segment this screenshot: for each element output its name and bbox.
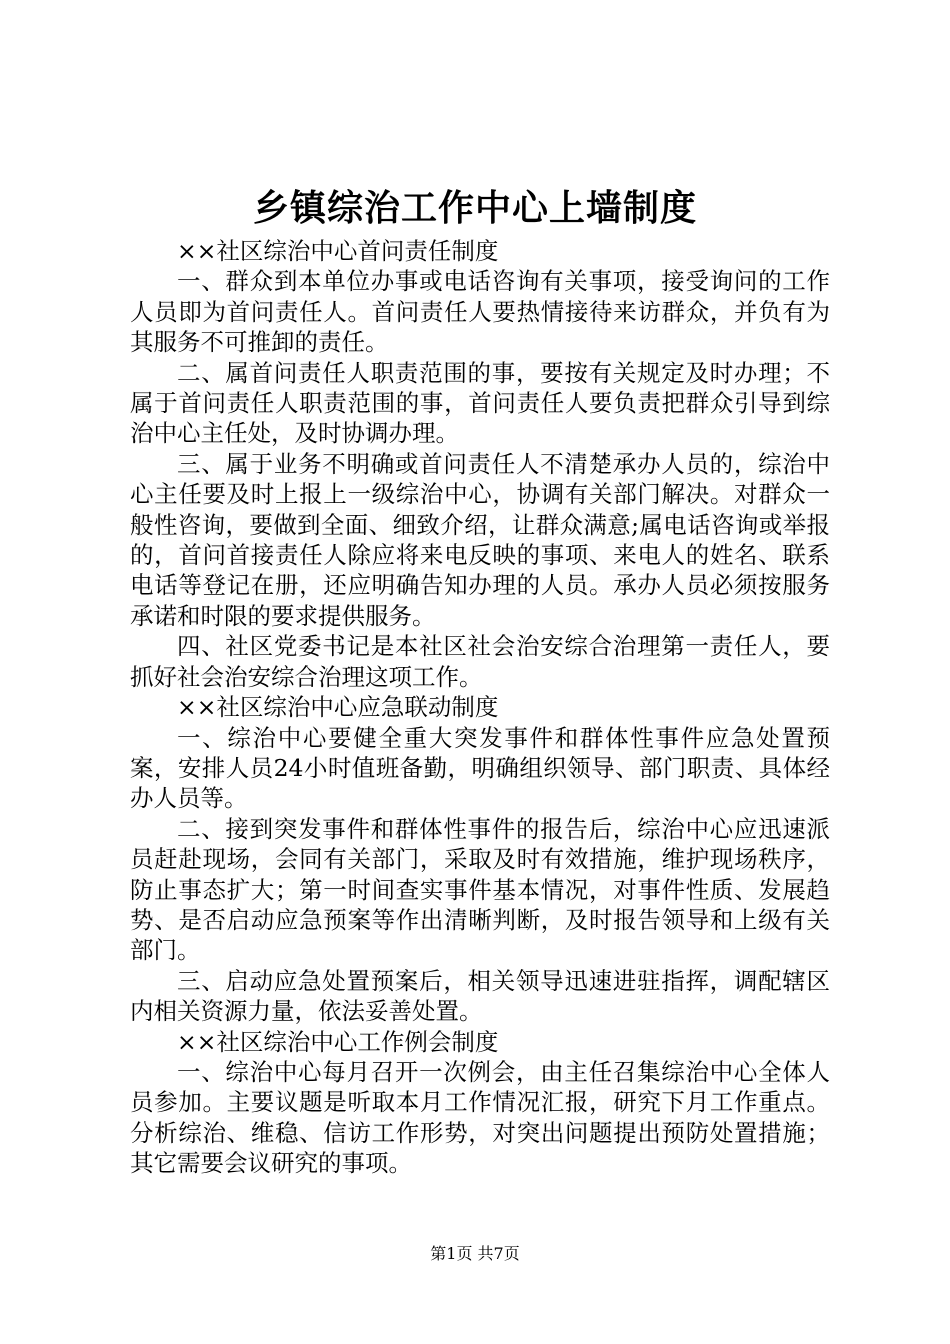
paragraph: 二、接到突发事件和群体性事件的报告后，综治中心应迅速派员赶赴现场，会同有关部门，采取及时有效措施，维护现场秩序，防止事态扩大；第一时间查实事件基本情况，对事件性质、发展趋势、是否启动应急预案等作出清晰判断，及时报告领导和上级有关部门。	[130, 814, 830, 965]
paragraph: 二、属首问责任人职责范围的事，要按有关规定及时办理；不属于首问责任人职责范围的事，首问责任人要负责把群众引导到综治中心主任处，及时协调办理。	[130, 358, 830, 448]
section-heading: ××社区综治中心应急联动制度	[177, 693, 499, 722]
paragraph: 一、综治中心每月召开一次例会，由主任召集综治中心全体人员参加。主要议题是听取本月工作情况汇报，研究下月工作重点。分析综治、维稳、信访工作形势，对突出问题提出预防处置措施；其它需要会议研究的事项。	[130, 1057, 830, 1178]
page-footer: 第1页 共7页	[430, 1244, 520, 1263]
paragraph: 一、群众到本单位办事或电话咨询有关事项，接受询问的工作人员即为首问责任人。首问责任人要热情接待来访群众，并负有为其服务不可推卸的责任。	[130, 267, 830, 357]
page-title: 乡镇综治工作中心上墙制度	[252, 187, 697, 229]
paragraph: 四、社区党委书记是本社区社会治安综合治理第一责任人，要抓好社会治安综合治理这项工作。	[130, 632, 830, 691]
section-heading: ××社区综治中心工作例会制度	[177, 1027, 499, 1056]
paragraph: 三、属于业务不明确或首问责任人不清楚承办人员的，综治中心主任要及时上报上一级综治中心，协调有关部门解决。对群众一般性咨询，要做到全面、细致介绍，让群众满意;属电话咨询或举报的，首问首接责任人除应将来电反映的事项、来电人的姓名、联系电话等登记在册，还应明确告知办理的人员。承办人员必须按服务承诺和时限的要求提供服务。	[130, 449, 830, 630]
paragraph: 一、综治中心要健全重大突发事件和群体性事件应急处置预案，安排人员24小时值班备勤，明确组织领导、部门职责、具体经办人员等。	[130, 723, 830, 813]
section-heading: ××社区综治中心首问责任制度	[177, 237, 499, 265]
document-body	[130, 236, 830, 1179]
paragraph: 三、启动应急处置预案后，相关领导迅速进驻指挥，调配辖区内相关资源力量，依法妥善处置。	[130, 966, 830, 1026]
